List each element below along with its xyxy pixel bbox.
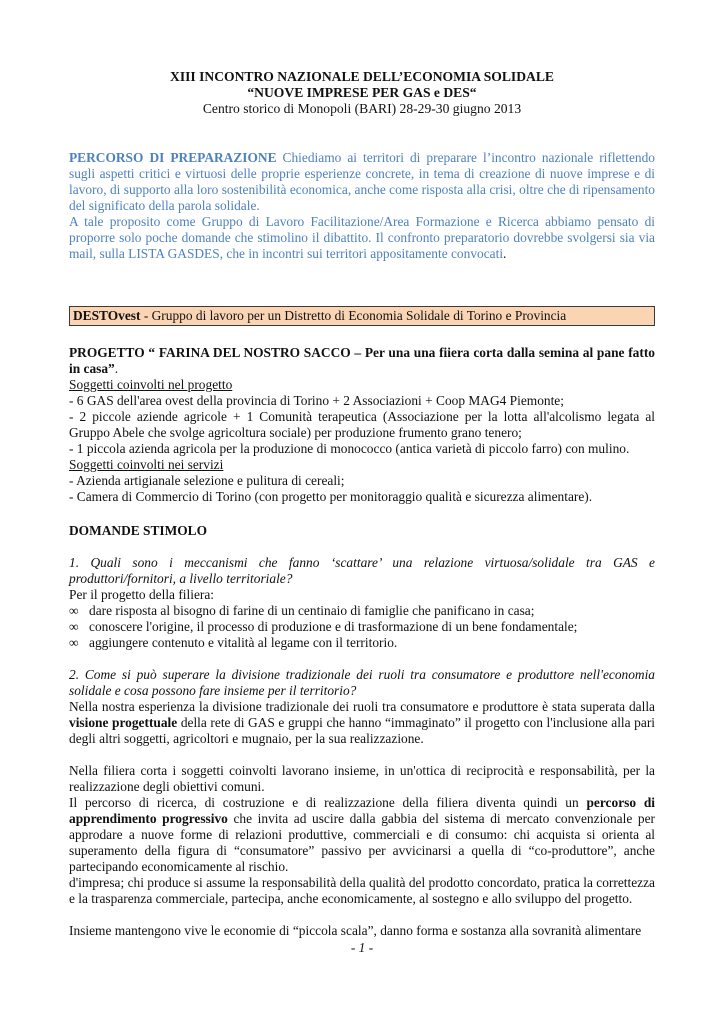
answer-2-paragraph-1: Nella nostra esperienza la divisione tradizionale dei ruoli tra consumatore e produttore è stata superata dalla visione progettuale della rete di GAS e gruppi che hanno “immaginato” il progetto con l'inclusione alla pari degli altri soggetti, agricoltori e mugnaio, per la sua realizzazione. [69, 699, 655, 746]
service-subject-1: - Azienda artigianale selezione e pulitura di cereali; [69, 473, 345, 488]
infinity-bullet-icon: ∞ [69, 635, 79, 650]
answer-2-paragraph-3: Il percorso di ricerca, di costruzione e di realizzazione della filiera diventa quindi un percorso di apprendimento progressivo che invita ad uscire dalla gabbia del sistema di mercato convenzionale per approdare a nuove forme di relazioni produttive, commerciali e di consumo: chi acquista si orienta al superamento della figura di “consumatore” passivo per avvicinarsi a quella di “co-produttore”, anche partecipando economicamente al rischio. [69, 795, 655, 874]
header-location-date: Centro storico di Monopoli (BARI) 28-29-30 giugno 2013 [202, 101, 522, 116]
destovest-desc: - Gruppo di lavoro per un Distretto di Economia Solidale di Torino e Provincia [140, 308, 567, 323]
questions-heading: DOMANDE STIMOLO [69, 523, 208, 538]
project-subjects-label: Soggetti coinvolti nel progetto [69, 377, 233, 392]
project-title: PROGETTO “ FARINA DEL NOSTRO SACCO – Per una una fiiera corta dalla semina al pane fatto in casa”. [69, 345, 655, 376]
preparation-paragraph-2 [69, 214, 655, 262]
infinity-bullet-icon: ∞ [69, 619, 79, 634]
question-1: 1. Quali sono i meccanismi che fanno ‘scattare’ una relazione virtuosa/solidale tra GAS e produttori/fornitori, a livello territoriale? [69, 555, 655, 586]
page-content [69, 0, 655, 939]
answer-2-paragraph-5: Insieme mantengono vive le economie di “piccola scala”, danno forma e sostanza alla sovranità alimentare [69, 923, 642, 938]
preparation-text-2-end: . [503, 246, 507, 261]
preparation-text-2: A tale proposito come Gruppo di Lavoro Facilitazione/Area Formazione e Ricerca abbiamo pensato di proporre solo poche domande che stimolino il dibattito. Il confronto preparatorio dovrebbe svolgersi sia via mail, sulla LISTA GASDES, che in incontri sui territori appositamente convocati [69, 214, 655, 261]
infinity-bullet-icon: ∞ [69, 603, 79, 618]
document-header [69, 0, 655, 117]
page-number: - 1 - [350, 940, 374, 955]
preparation-paragraph-1 [69, 150, 655, 214]
project-subject-2: - 2 piccole aziende agricole + 1 Comunità terapeutica (Associazione per la lotta all'alcolismo legata al Gruppo Abele che svolge agricoltura sociale) per produzione frumento grano tenero; [69, 409, 655, 440]
question-1-intro: Per il progetto della filiera: [69, 587, 215, 602]
header-subtitle: “NUOVE IMPRESE PER GAS e DES“ [247, 85, 477, 100]
project-subject-1: - 6 GAS dell'area ovest della provincia di Torino + 2 Associazioni + Coop MAG4 Piemonte; [69, 393, 564, 408]
list-item: ∞ conoscere l'origine, il processo di produzione e di trasformazione di un bene fondamentale; [69, 619, 578, 634]
header-title: XIII INCONTRO NAZIONALE DELL’ECONOMIA SOLIDALE [170, 69, 554, 84]
project-subject-3: - 1 piccola azienda agricola per la produzione di monococco (antica varietà di piccolo farro) con mulino. [69, 441, 630, 456]
preparation-title: PERCORSO DI PREPARAZIONE [69, 150, 277, 165]
answer-2-paragraph-2: Nella filiera corta i soggetti coinvolti lavorano insieme, in un'ottica di reciprocità e responsabilità, per la realizzazione degli obiettivi comuni. [69, 763, 655, 794]
question-2: 2. Come si può superare la divisione tradizionale dei ruoli tra consumatore e produttore nell'economia solidale e cosa possono fare insieme per il territorio? [69, 667, 655, 698]
list-item: ∞ aggiungere contenuto e vitalità al legame con il territorio. [69, 635, 398, 650]
destovest-box [69, 306, 655, 326]
service-subject-2: - Camera di Commercio di Torino (con progetto per monitoraggio qualità e sicurezza alimentare). [69, 489, 593, 504]
preparation-section [69, 150, 655, 262]
answer-2-paragraph-4: d'impresa; chi produce si assume la responsabilità della qualità del prodotto concordato, pratica la correttezza e la trasparenza commerciale, partecipa, anche economicamente, al sostegno e allo sviluppo del progetto. [69, 875, 655, 906]
question-1-list [69, 603, 655, 651]
destovest-name: DESTOvest [73, 308, 141, 323]
preparation-text-1: Chiediamo ai territori di preparare l’incontro nazionale riflettendo sugli aspetti critici e virtuosi delle proprie esperienze concrete, in tema di creazione di nuove imprese e di lavoro, di supporto alla loro sostenibilità economica, anche come risposta alla crisi, oltre che di ripensamento del significato della parola solidale. [69, 150, 655, 213]
list-item: ∞ dare risposta al bisogno di farine di un centinaio di famiglie che panificano in casa; [69, 603, 535, 618]
service-subjects-label: Soggetti coinvolti nei servizi [69, 457, 224, 472]
